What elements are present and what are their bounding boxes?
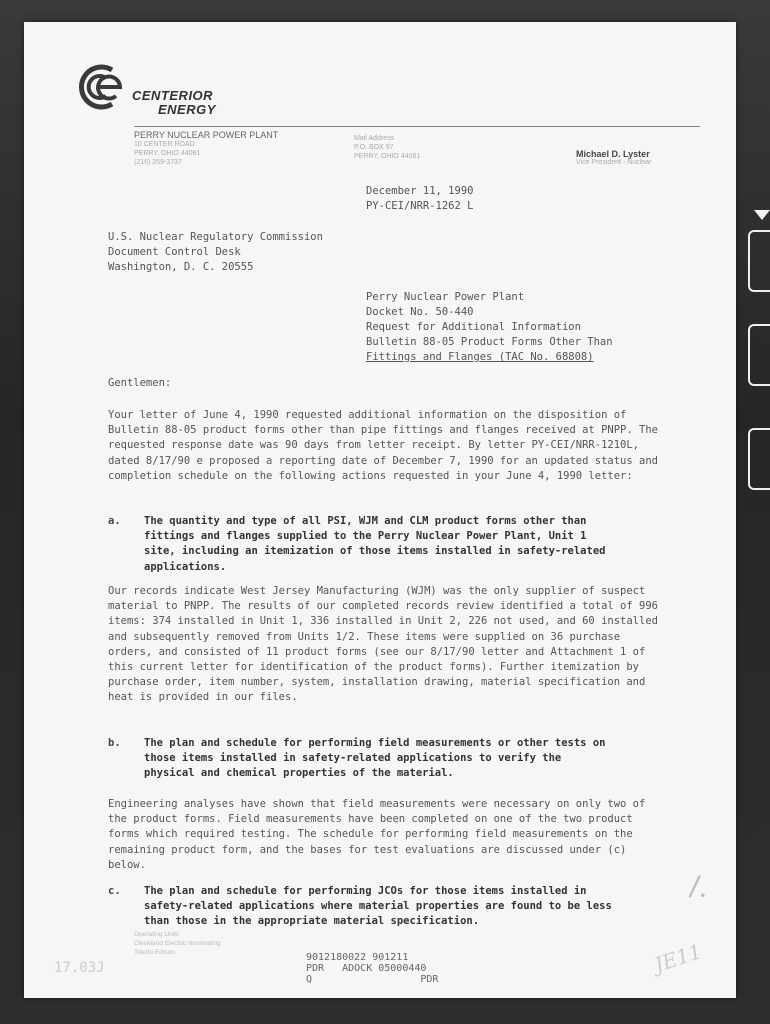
plant-phone: (216) 259-3737 bbox=[134, 159, 182, 166]
body-paragraph: Your letter of June 4, 1990 requested additional information on the disposition of Bulletin 88-05 product forms other than pipe fittings and flanges received at PNPP. The requested response date was 90 days from letter receipt. By letter PY-CEI/NRR-1210L, dated 8/17/90 e proposed a reporting date of December 7, 1990 for an updated status and completion schedule on the following actions requested in your June 4, 1990 letter: bbox=[108, 409, 658, 482]
logo-wordmark-line2: ENERGY bbox=[158, 102, 216, 117]
pdr-line: Q PDR bbox=[306, 974, 439, 985]
mail-label: Mail Address bbox=[354, 135, 395, 142]
mail-city: PERRY, OHIO 44081 bbox=[354, 153, 421, 160]
item-text: The plan and schedule for performing field measurements or other tests on those items installed in safety-related applications to verify the physical and chemical properties of the material. bbox=[144, 737, 606, 780]
page-stamp-left: 17.03J bbox=[54, 960, 105, 976]
plant-address bbox=[134, 131, 278, 167]
mail-address bbox=[354, 134, 420, 161]
letter-page bbox=[24, 22, 736, 998]
plant-city: PERRY, OHIO 44081 bbox=[134, 150, 201, 157]
mail-box: P.O. BOX 97 bbox=[354, 144, 394, 151]
salutation: Gentlemen: bbox=[108, 377, 172, 389]
plant-name: PERRY NUCLEAR POWER PLANT bbox=[134, 130, 279, 140]
centerior-logo-icon bbox=[76, 60, 136, 114]
subject-block bbox=[366, 290, 613, 365]
item-marker: a. bbox=[108, 515, 121, 527]
handwritten-stamp: JE11 bbox=[651, 939, 705, 977]
units-line: Toledo Edison bbox=[134, 949, 175, 956]
signer-block bbox=[576, 149, 651, 166]
signer-name: Michael D. Lyster bbox=[576, 149, 650, 159]
recipient-line: Document Control Desk bbox=[108, 246, 241, 258]
subject-line: Docket No. 50-440 bbox=[366, 306, 474, 318]
plant-street: 10 CENTER ROAD bbox=[134, 141, 195, 148]
units-line: Operating Units bbox=[134, 931, 180, 938]
pdr-stamp bbox=[306, 952, 438, 985]
body-paragraph: Engineering analyses have shown that field measurements were necessary on only two of the product forms. Field measurements have been completed on one of the two product forms which required testing. The schedule for performing field measurements on the remaining product form, and the bases for test evaluations are discussed under (c) below. bbox=[108, 798, 646, 871]
recipient-address bbox=[108, 230, 323, 275]
header-rule bbox=[134, 126, 700, 127]
subject-line: Fittings and Flanges (TAC No. 68808) bbox=[366, 351, 594, 363]
scan-edge-tab bbox=[748, 230, 770, 292]
pen-mark: /. bbox=[687, 868, 711, 905]
recipient-line: Washington, D. C. 20555 bbox=[108, 261, 254, 273]
operating-units bbox=[134, 930, 221, 957]
scan-edge-tab bbox=[748, 324, 770, 386]
scan-edge-arrow bbox=[754, 210, 770, 220]
subject-line: Bulletin 88-05 Product Forms Other Than bbox=[366, 336, 613, 348]
item-text: The plan and schedule for performing JCOs for those items installed in safety-related applications where material properties are found to be less than those in the appropriate material specification. bbox=[144, 885, 612, 928]
subject-line: Request for Additional Information bbox=[366, 321, 581, 333]
pdr-line: 9012180022 901211 bbox=[306, 952, 409, 963]
scan-edge-tab bbox=[748, 428, 770, 490]
item-marker: b. bbox=[108, 737, 121, 749]
company-logo bbox=[76, 60, 266, 120]
units-line: Cleveland Electric Illuminating bbox=[134, 940, 221, 947]
date-block bbox=[366, 184, 473, 214]
letter-reference: PY-CEI/NRR-1262 L bbox=[366, 200, 474, 212]
subject-line: Perry Nuclear Power Plant bbox=[366, 291, 525, 303]
recipient-line: U.S. Nuclear Regulatory Commission bbox=[108, 231, 323, 243]
logo-wordmark-line1: CENTERIOR bbox=[132, 88, 214, 103]
signer-title: Vice President - Nuclear bbox=[576, 159, 652, 166]
letter-date: December 11, 1990 bbox=[366, 185, 474, 197]
item-marker: c. bbox=[108, 885, 121, 897]
body-paragraph: Our records indicate West Jersey Manufacturing (WJM) was the only supplier of suspect material to PNPP. The results of our completed records review identified a total of 996 items: 374 installed in Unit 1, 336 installed in Unit 2, 226 not used, and 60 installed and subsequently removed from Units 1/2. These items were supplied on 36 purchase orders, and consisted of 11 product forms (see our 8/17/90 letter and Attachment 1 of this current letter for identification of the product forms). Further itemization by purchase order, item number, system, installation drawing, material specification and heat is provided in our files. bbox=[108, 585, 658, 704]
pdr-line: PDR ADOCK 05000440 bbox=[306, 963, 427, 974]
item-text: The quantity and type of all PSI, WJM and CLM product forms other than fittings and flanges supplied to the Perry Nuclear Power Plant, Unit 1 site, including an itemization of those items installed in safety-related applications. bbox=[144, 515, 606, 573]
